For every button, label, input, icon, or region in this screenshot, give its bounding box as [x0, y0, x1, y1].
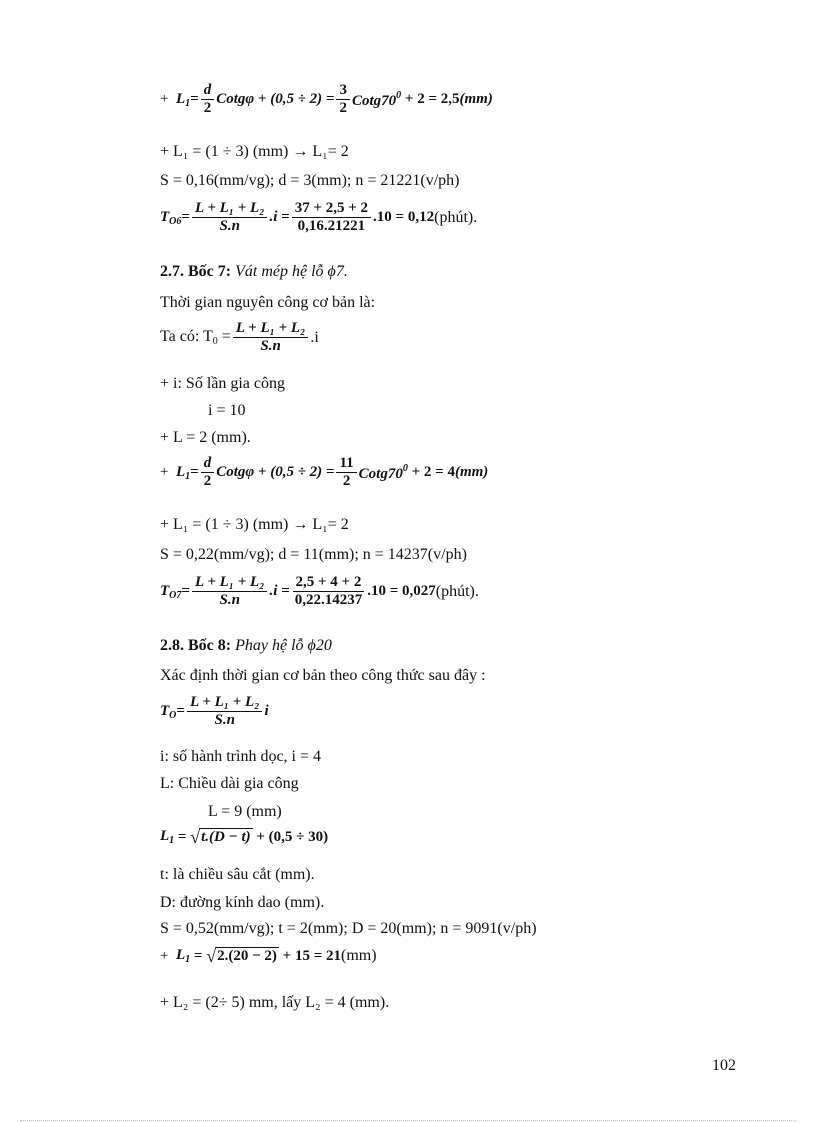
formula-l1 [160, 82, 493, 117]
frac-den: 2 [203, 473, 212, 489]
formula-text: .10 = 0,027 [367, 583, 436, 599]
heading-number: 2.7. Bốc 7: [160, 263, 232, 280]
formula-lhs-sub: 1 [185, 470, 191, 482]
formula-lhs-sub: O7 [169, 589, 182, 601]
formula-lhs: L [175, 947, 186, 963]
frac-den: 0,22.14237 [294, 592, 363, 608]
text-line: t: là chiều sâu cắt (mm). [160, 866, 315, 883]
formula-text: .i = [269, 209, 290, 225]
formula-text: + (0,5 ÷ 30) [256, 828, 329, 845]
frac-num: 11 [336, 455, 356, 473]
frac-den: 2 [339, 100, 347, 116]
formula-sup: 0 [396, 89, 402, 101]
formula-text: .10 = 0,12 [373, 209, 435, 225]
sqrt-radical: √ t.(D − t) [190, 827, 251, 847]
formula-lhs: T [160, 702, 170, 719]
text-line: S = 0,16(mm/vg); d = 3(mm); n = 21221(v/ph) [160, 172, 460, 189]
text-line: Thời gian nguyên công cơ bản là: [160, 294, 376, 311]
text-line: + L₁ = (1 ÷ 3) (mm) → L₁= 2 [160, 516, 349, 533]
heading-number: 2.8. Bốc 8: [160, 637, 232, 654]
formula-text: + 15 = 21 [282, 947, 341, 964]
text-line: S = 0,22(mm/vg); d = 11(mm); n = 14237(v/ph) [160, 546, 467, 563]
equals: = [193, 947, 203, 964]
formula-text: .i [310, 328, 319, 346]
formula-unit: (mm) [459, 91, 493, 107]
formula-t07 [160, 574, 479, 609]
formula-text: .i = [269, 583, 290, 599]
frac-num: 3 [336, 82, 350, 100]
frac-den: 2 [342, 473, 351, 489]
formula-unit: (mm) [454, 464, 489, 480]
frac-num: L + L₁ + L₂ [233, 320, 309, 338]
formula-lhs-sub: 1 [185, 97, 191, 109]
frac-num: L + L₁ + L₂ [192, 574, 268, 592]
equals: = [181, 583, 190, 599]
formula-text: Cotgφ + (0,5 ÷ 2) = [216, 464, 335, 480]
frac-den: 0,16.21221 [297, 218, 366, 234]
heading-title: Phay hệ lỗ ϕ20 [235, 637, 332, 654]
frac-den: S.n [260, 338, 281, 354]
formula-text: i [264, 703, 269, 719]
text-line: + L₂ = (2÷ 5) mm, lấy L₂ = 4 (mm). [160, 994, 390, 1011]
frac-num: L + L₁ + L₂ [187, 694, 263, 712]
formula-unit: (phút). [435, 582, 479, 600]
frac-den: S.n [219, 218, 240, 234]
formula-pre: Ta có: T [160, 328, 213, 345]
text-line: Xác định thời gian cơ bản theo công thức sau đây : [160, 667, 486, 684]
formula-text: Cotgφ + (0,5 ÷ 2) = [216, 91, 335, 107]
frac-num: d [201, 455, 215, 473]
formula-lhs: L [175, 463, 186, 480]
formula-unit: (mm) [341, 947, 377, 964]
section-heading [160, 262, 348, 282]
equals: = [217, 328, 231, 345]
formula-text: + 2 = 4 [411, 464, 455, 480]
radicand: t.(D − t) [201, 829, 251, 845]
text-line: D: đường kính dao (mm). [160, 894, 325, 911]
formula-pre-sub: 0 [212, 336, 218, 347]
equals: = [181, 209, 190, 225]
formula-unit: (phút). [434, 208, 478, 226]
heading-title: Vát mép hệ lỗ ϕ7. [235, 263, 348, 280]
equals: = [190, 464, 199, 480]
formula-t0 [160, 320, 319, 355]
section-heading [160, 636, 332, 656]
text-line: S = 0,52(mm/vg); t = 2(mm); D = 20(mm); n = 9091(v/ph) [160, 920, 537, 937]
page-border-dotted [20, 1120, 796, 1121]
text-line: i: số hành trình dọc, i = 4 [160, 748, 322, 765]
frac-den: S.n [214, 712, 235, 728]
formula-lhs: L [175, 90, 186, 107]
frac-num: 2,5 + 4 + 2 [293, 574, 365, 592]
text-line: i = 10 [208, 402, 246, 419]
page-number: 102 [712, 1057, 736, 1074]
frac-num: d [201, 82, 215, 100]
formula-lhs-sub: O [169, 709, 177, 721]
text-line: + i: Số lần gia công [160, 375, 286, 392]
formula-lhs: L [160, 828, 170, 844]
sqrt-radical: √ 2.(20 − 2) [206, 946, 277, 966]
formula-lhs: T [160, 582, 170, 599]
formula-sup: 0 [402, 462, 408, 474]
formula-lhs: T [160, 208, 170, 225]
formula-lhs-sub: 1 [185, 954, 191, 965]
formula-text: Cotg70 [358, 465, 403, 482]
formula-lhs-sub: 1 [169, 835, 175, 846]
plus-sign: + [160, 91, 169, 107]
formula-l1-value [160, 947, 377, 965]
formula-t06 [160, 200, 477, 235]
formula-lhs-sub: O6 [169, 215, 182, 227]
text-line: L = 9 (mm) [208, 803, 282, 820]
formula-l1 [160, 455, 488, 490]
frac-den: S.n [219, 592, 240, 608]
frac-num: 37 + 2,5 + 2 [292, 200, 371, 218]
text-line: + L₁ = (1 ÷ 3) (mm) → L₁= 2 [160, 143, 349, 160]
equals: = [177, 828, 187, 845]
radicand: 2.(20 − 2) [217, 948, 277, 964]
frac-den: 2 [203, 100, 212, 116]
frac-num: L + L₁ + L₂ [192, 200, 268, 218]
equals: = [190, 91, 199, 107]
formula-text: + 2 = 2,5 [404, 91, 460, 107]
formula-to [160, 694, 269, 729]
text-line: L: Chiều dài gia công [160, 775, 299, 792]
plus-sign: + [160, 947, 169, 964]
plus-sign: + [160, 464, 169, 480]
formula-text: Cotg70 [351, 92, 397, 109]
text-line: + L = 2 (mm). [160, 429, 251, 446]
equals: = [176, 703, 185, 719]
formula-l1-sqrt [160, 828, 328, 846]
